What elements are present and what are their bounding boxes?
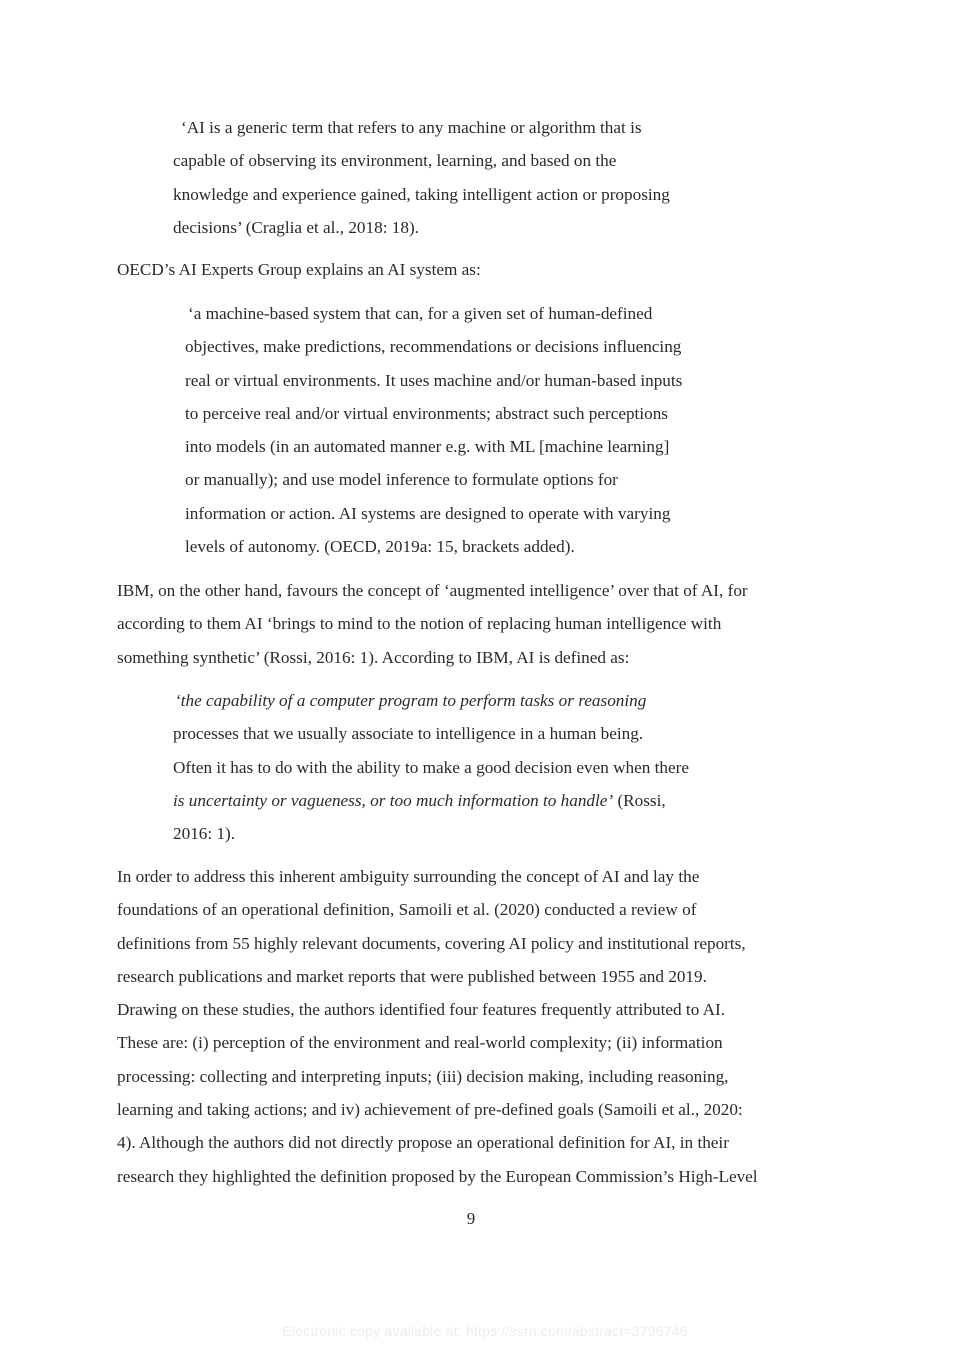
text-line: to perceive real and/or virtual environments; abstract such perceptions [185,403,668,423]
text-line: ‘a machine-based system that can, for a given set of human-defined [188,304,653,323]
text-line: foundations of an operational definition, Samoili et al. (2020) conducted a review of [117,900,697,920]
paragraph-ibm [117,574,748,674]
text-line: into models (in an automated manner e.g. with ML [machine learning] [185,437,670,457]
citation: (Rossi, [613,790,666,810]
text-line: research they highlighted the definition proposed by the European Commission’s High-Level [117,1166,758,1186]
text-line: In order to address this inherent ambiguity surrounding the concept of AI and lay the [117,867,700,886]
text-line: according to them AI ‘brings to mind to the notion of replacing human intelligence with [117,614,722,634]
paragraph-samoili [117,860,758,1193]
block-quote-oecd [185,297,682,563]
text-line: objectives, make predictions, recommendations or decisions influencing [185,337,682,357]
text-line: definitions from 55 highly relevant documents, covering AI policy and institutional reports, [117,933,746,953]
italic-quote-end: is uncertainty or vagueness, or too much information to handle’ [173,790,614,810]
text-line [173,784,689,817]
page-number: 9 [466,1209,476,1228]
text-line: capable of observing its environment, learning, and based on the [173,151,617,171]
block-quote-craglia [173,111,670,244]
footer-watermark: Electronic copy available at: https://ssrn.com/abstract=3796746 [282,1323,688,1339]
text-line: 2016: 1). [173,824,236,844]
text-line: knowledge and experience gained, taking intelligent action or proposing [173,184,670,204]
text-line: processing: collecting and interpreting inputs; (iii) decision making, including reasoning, [117,1066,729,1086]
text-line: 4). Although the authors did not directly propose an operational definition for AI, in their [117,1133,729,1153]
text-line: levels of autonomy. (OECD, 2019a: 15, brackets added). [185,537,575,557]
text-line: real or virtual environments. It uses machine and/or human-based inputs [185,370,683,390]
block-quote-ibm [173,684,689,850]
text-line: Often it has to do with the ability to make a good decision even when there [173,757,689,777]
text-line: ‘the capability of a computer program to perform tasks or reasoning [175,691,647,710]
text-line: research publications and market reports that were published between 1955 and 2019. [117,966,707,986]
text-line: information or action. AI systems are designed to operate with varying [185,503,671,523]
text-line: Drawing on these studies, the authors identified four features frequently attributed to AI. [117,1000,726,1020]
text-line: These are: (i) perception of the environment and real-world complexity; (ii) information [117,1033,723,1053]
text-line: learning and taking actions; and iv) achievement of pre-defined goals (Samoili et al., 2020: [117,1100,743,1120]
paragraph-oecd-intro [117,253,481,286]
text-line: decisions’ (Craglia et al., 2018: 18). [173,217,419,237]
text-line: processes that we usually associate to intelligence in a human being. [173,724,644,744]
text-line: IBM, on the other hand, favours the concept of ‘augmented intelligence’ over that of AI, for [117,581,748,600]
text-line: ‘AI is a generic term that refers to any machine or algorithm that is [181,118,642,137]
text-line: something synthetic’ (Rossi, 2016: 1). According to IBM, AI is defined as: [117,647,630,667]
text-line: OECD’s AI Experts Group explains an AI system as: [117,260,481,279]
text-line: or manually); and use model inference to formulate options for [185,470,618,490]
